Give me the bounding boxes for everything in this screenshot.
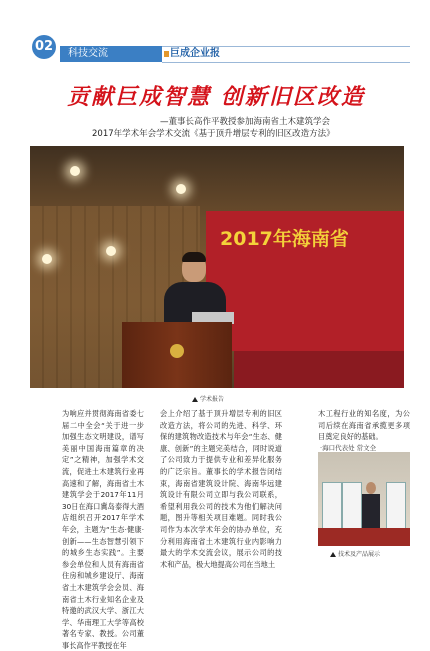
- conference-photo: [30, 146, 404, 388]
- article-subheadline-line2: 2017年学术年会学术交流《基于顶升增层专利的旧区改造方法》: [92, 129, 335, 139]
- exhibition-caption-text: 技术及产品展示: [338, 551, 381, 558]
- article-column-1: 为响应并贯彻海南省委七届二中全会“关于进一步加强生态文明建设，谱写美丽中国海南篇章的决定”之精神，加强学术交流，促进土木建筑行业再高速和了解，海南省土木建筑学会于2017年11月30日在海口冀岛泰得大酒店组织召开2017年学术年会，主题为“生态·健康·创新——生态智慧引领下的城乡生态实践”。主要参会单位和人员有海南省住房和城乡建设厅、海南省土木建筑学会会员、海南省土木行业知名企业及特邀的武汉大学、浙江大学、华南理工大学等高校著名专家、教授。公司董事长高作平教授在年: [62, 409, 144, 650]
- display-board: [342, 482, 362, 534]
- caption-triangle-icon: [330, 552, 336, 557]
- speaker-hair: [182, 252, 206, 262]
- photo-table: [234, 351, 404, 388]
- article-subheadline-line1: —董事长高作平教授参加海南省土木建筑学会: [160, 117, 331, 127]
- ceiling-light: [176, 184, 186, 194]
- ceiling-light: [42, 254, 52, 264]
- newspaper-logo: 巨成企业报: [170, 48, 220, 59]
- exhibitor-head: [366, 482, 376, 494]
- ceiling-light: [106, 246, 116, 256]
- exhibitor-figure: [362, 494, 380, 530]
- exhibition-caption: [330, 549, 380, 558]
- caption-triangle-icon: [192, 397, 198, 402]
- exhibition-photo: [318, 452, 410, 546]
- photo-banner-text: 2017年海南省: [220, 228, 349, 250]
- photo-caption: [192, 394, 224, 403]
- article-column-3: 木工程行业的知名度，为公司后续在海南省承揽更多项目奠定良好的基础。: [318, 409, 410, 442]
- photo-caption-text: 学术报告: [200, 396, 225, 403]
- display-board: [322, 482, 342, 534]
- section-title: 科技交流: [68, 48, 108, 59]
- article-signoff: ·海口代表处 常文全: [320, 444, 377, 452]
- exhibit-table: [318, 528, 410, 546]
- podium-emblem: [170, 344, 184, 358]
- logo-mark-icon: [164, 51, 169, 57]
- page-number-badge: 02: [32, 35, 56, 59]
- article-column-2: 会上介绍了基于顶升增层专利的旧区改造方法，将公司的先进、科学、环保的建筑物改造技术与年会“生态、健康、创新”的主题完美结合，同时说道了公司致力于提供专业和差异化服务的广泛宗旨。董事长的学术报告闭结束，海南省建筑设计院、海南华远建筑设计有限公司立即与我公司联系，希望利用我公司的技术为他们解决问题，图升等相关项目难题。同时我公司作为本次学术年会的协办单位，充分利用海南省土木建筑行业内影响力最大的学术交流会议，展示公司的技术和产品，极大地提高公司在当地土: [160, 409, 282, 569]
- ceiling-light: [70, 166, 80, 176]
- article-headline: 贡献巨成智慧 创新旧区改造: [67, 84, 365, 110]
- display-board: [386, 482, 406, 534]
